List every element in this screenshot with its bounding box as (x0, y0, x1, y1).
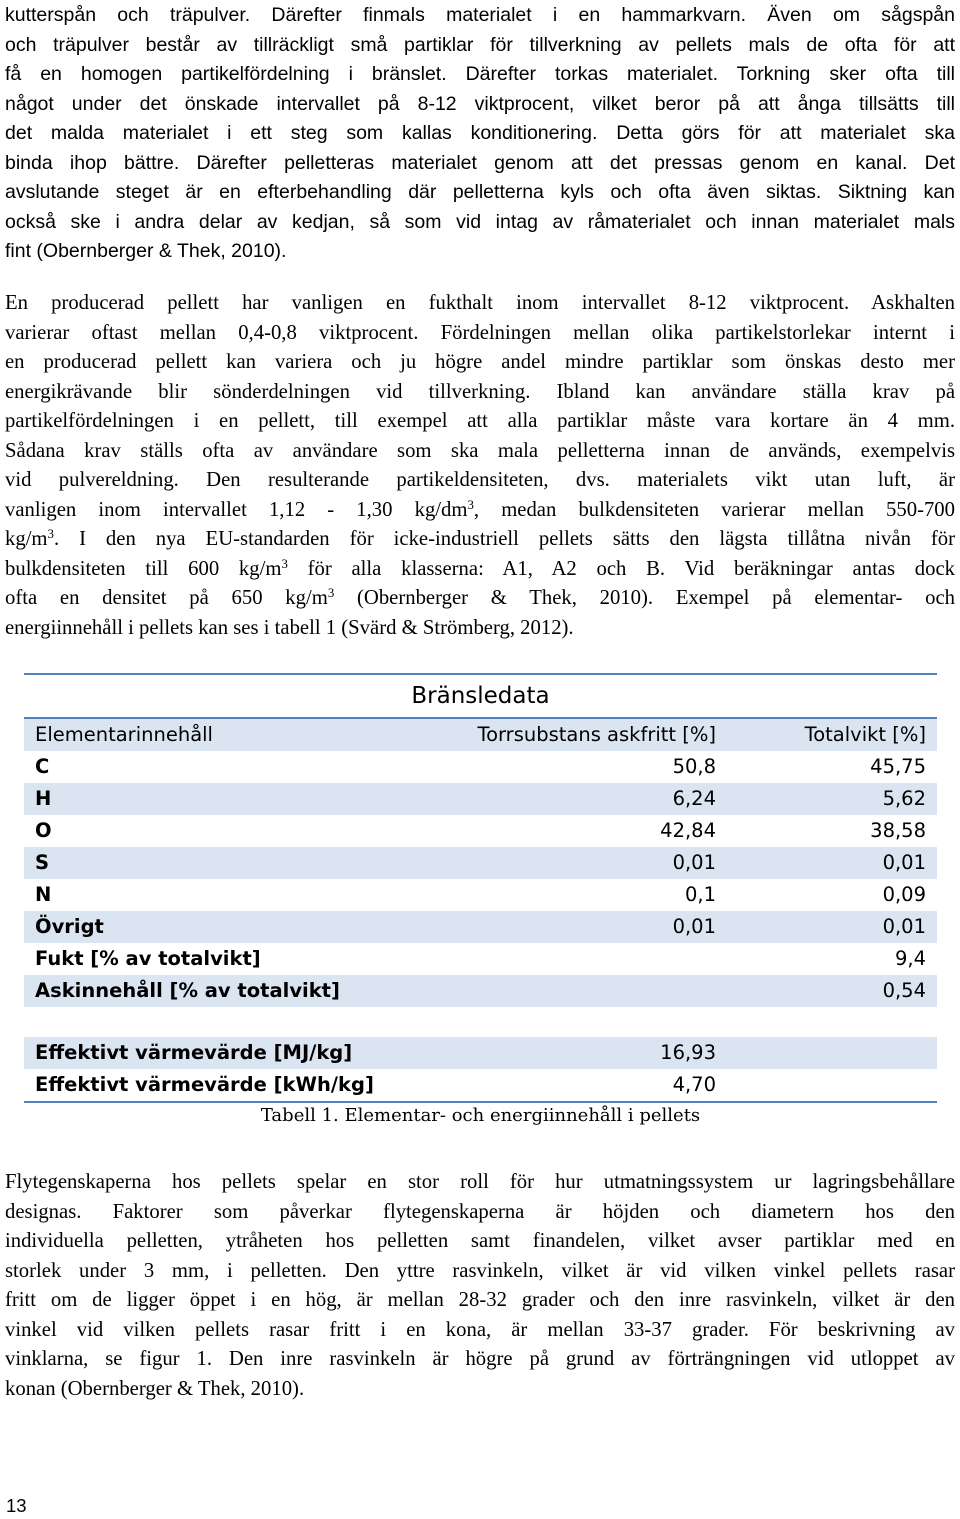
superscript: 3 (47, 526, 54, 541)
text-span: . I den nya EU-standarden för icke-industriell pellets sätts den lägsta tillåtna nivån för (53, 528, 955, 550)
row-label: Askinnehåll [% av totalvikt] (35, 979, 340, 1002)
column-header-dry-ash-free: Torrsubstans askfritt [%] (477, 723, 716, 746)
text-span: ofta en densitet på 650 kg/m (5, 587, 328, 609)
text-line: konan (Obernberger & Thek, 2010). (5, 1377, 305, 1400)
text-span: (Obernberger & Thek, 2010). Exempel på elementar- och (334, 587, 955, 609)
cell-dry-ash-free: 0,01 (672, 915, 716, 938)
cell-dry-ash-free: 42,84 (660, 819, 716, 842)
row-label: H (35, 787, 52, 810)
text-line (5, 496, 955, 526)
text-line: och träpulver består av tillräckligt små partiklar för tillverkning av pellets mals de ofta för att (5, 33, 955, 56)
row-label: C (35, 755, 50, 778)
row-label: Fukt [% av totalvikt] (35, 947, 261, 970)
text-line: en producerad pellett kan variera och ju högre andel mindre partiklar som önskas desto mer (5, 351, 955, 373)
paragraph-flow-properties (5, 1168, 955, 1404)
paragraph-pellet-production (5, 1, 955, 267)
table-row (24, 943, 937, 975)
cell-energy-value: 4,70 (672, 1073, 716, 1096)
text-line: En producerad pellett har vanligen en fukthalt inom intervallet 8-12 viktprocent. Askhalten (5, 292, 955, 314)
text-line: något under det önskade intervallet på 8-12 viktprocent, vilket beror på att ånga tillsätts till (5, 92, 955, 115)
text-line: vinklarna, se figur 1. Den inre rasvinkeln är högre på grund av förträngningen vid utloppet av (5, 1348, 955, 1370)
row-label: O (35, 819, 52, 842)
text-line: få en homogen partikelfördelning i bränslet. Därefter torkas materialet. Torkning sker ofta till (5, 63, 955, 85)
superscript: 3 (281, 556, 288, 571)
table-title: Bränsledata (411, 683, 550, 709)
cell-dry-ash-free: 50,8 (672, 755, 716, 778)
cell-total-weight: 0,01 (882, 851, 926, 874)
text-line: fritt om de ligger öppet i en hög, är mellan 28-32 grader och den inre rasvinkeln, vilket är den (5, 1289, 955, 1311)
table-row (24, 815, 937, 847)
text-line (5, 525, 955, 555)
text-line: vid pulvereldning. Den resulterande partikeldensiteten, dvs. materialets vikt utan luft, är (5, 469, 955, 491)
text-line (5, 584, 955, 614)
superscript: 3 (467, 497, 474, 512)
cell-total-weight: 0,54 (882, 979, 926, 1002)
table-caption: Tabell 1. Elementar- och energiinnehåll i pellets (260, 1105, 701, 1126)
text-span: kg/m (5, 528, 48, 550)
table-row (24, 911, 937, 943)
text-line: det malda materialet i ett steg som kallas konditionering. Detta görs för att materialet ska (5, 122, 955, 144)
column-header-total-weight: Totalvikt [%] (804, 723, 926, 746)
row-label: S (35, 851, 50, 874)
cell-total-weight: 9,4 (894, 947, 926, 970)
cell-total-weight: 45,75 (870, 755, 926, 778)
text-line: binda ihop bättre. Därefter pelletteras materialet genom att det pressas genom en kanal. Det (5, 151, 955, 174)
text-line: Flytegenskaperna hos pellets spelar en stor roll för hur utmatningssystem ur lagringsbehållare (5, 1171, 955, 1193)
table-row (24, 847, 937, 879)
text-line: kutterspån och träpulver. Därefter finmals materialet i en hammarkvarn. Även om sågspån (5, 4, 955, 26)
text-line: energiinnehåll i pellets kan ses i tabell 1 (Svärd & Strömberg, 2012). (5, 616, 574, 639)
page-number: 13 (6, 1495, 27, 1516)
row-label: Övrigt (35, 915, 104, 938)
text-span: för alla klasserna: A1, A2 och B. Vid beräkningar antas dock (287, 557, 956, 580)
text-span: , medan bulkdensiteten varierar mellan 550-700 (473, 498, 955, 521)
table-header-row (24, 719, 937, 751)
text-line (5, 555, 955, 585)
cell-dry-ash-free: 6,24 (672, 787, 716, 810)
text-line: avslutande steget är en efterbehandling där pelletterna kyls och ofta även siktas. Siktning kan (5, 181, 955, 203)
table-row (24, 783, 937, 815)
text-line: Sådana krav ställs ofta av användare som ska mala pelletterna innan de används, exempelvis (5, 439, 955, 462)
cell-total-weight: 0,01 (882, 915, 926, 938)
column-header-element: Elementarinnehåll (35, 723, 213, 746)
cell-energy-value: 16,93 (660, 1041, 716, 1064)
paragraph-pellet-properties (5, 289, 955, 643)
cell-dry-ash-free: 0,01 (672, 851, 716, 874)
table-row (24, 975, 937, 1007)
row-label: N (35, 883, 52, 906)
text-line: designas. Faktorer som påverkar flytegenskaperna är höjden och diametern hos den (5, 1200, 955, 1223)
text-line: varierar oftast mellan 0,4-0,8 viktprocent. Fördelningen mellan olika partikelstorlekar internt i (5, 321, 955, 344)
table-top-rule (24, 673, 937, 675)
text-span: bulkdensiteten till 600 kg/m (5, 557, 282, 580)
text-span: vanligen inom intervallet 1,12 - 1,30 kg/dm (5, 498, 468, 521)
row-label: Effektivt värmevärde [kWh/kg] (35, 1073, 374, 1096)
row-label: Effektivt värmevärde [MJ/kg] (35, 1041, 353, 1064)
text-line: partikelfördelningen i en pellett, till exempel att alla partiklar måste vara kortare än 4 mm. (5, 410, 955, 432)
text-line: fint (Obernberger & Thek, 2010). (5, 240, 287, 262)
superscript: 3 (327, 585, 335, 600)
table-row (24, 879, 937, 911)
table-row (24, 751, 937, 783)
energy-row (24, 1069, 937, 1101)
cell-total-weight: 38,58 (870, 819, 926, 842)
text-line: vinkel vid vilken pellets rasar fritt i en kona, är mellan 33-37 grader. För beskrivning av (5, 1318, 955, 1341)
energy-row (24, 1037, 937, 1069)
cell-total-weight: 0,09 (882, 883, 926, 906)
text-line: storlek under 3 mm, i pelletten. Den yttre rasvinkeln, vilket är vid vilken vinkel pellets rasar (5, 1259, 955, 1282)
cell-total-weight: 5,62 (882, 787, 926, 810)
text-line: energikrävande blir sönderdelningen vid tillverkning. Ibland kan användare ställa krav på (5, 380, 955, 403)
text-line: också ske i andra delar av kedjan, så som vid intag av råmaterialet och innan materialet mals (5, 210, 955, 233)
text-line: individuella pelletten, ytråheten hos pelletten samt finandelen, vilket avser partiklar med en (5, 1230, 955, 1252)
cell-dry-ash-free: 0,1 (684, 883, 716, 906)
